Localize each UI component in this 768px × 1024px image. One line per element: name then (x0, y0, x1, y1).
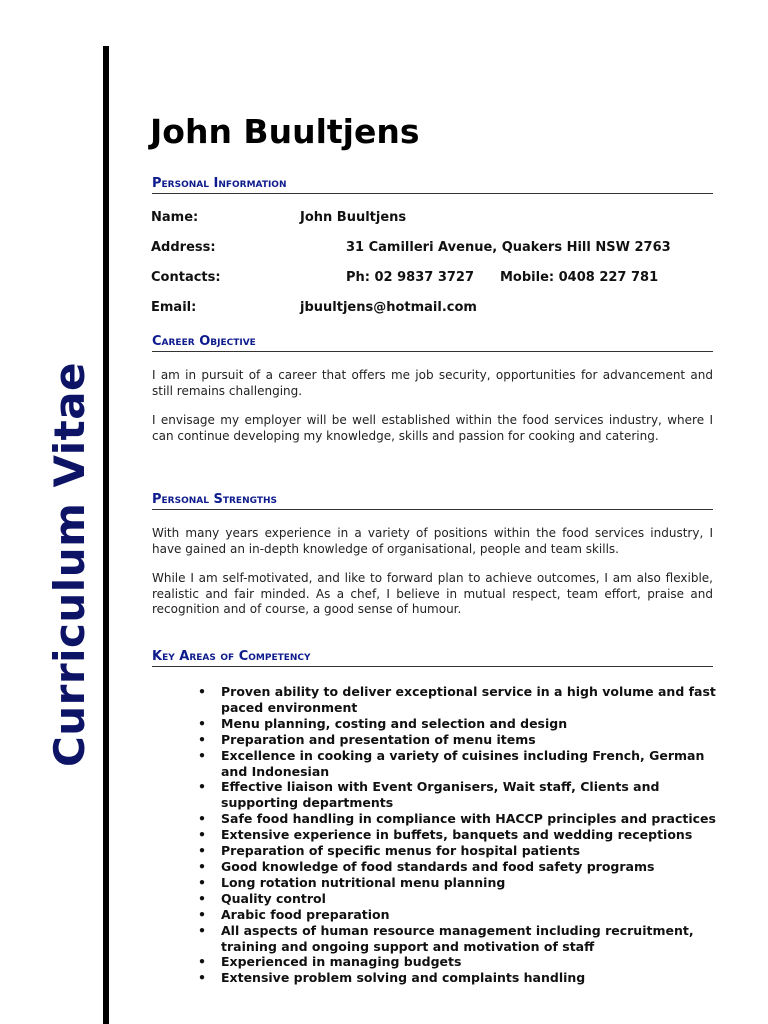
list-item: • Menu planning, costing and selection and design (198, 716, 718, 732)
list-item: • Proven ability to deliver exceptional service in a high volume and fast paced environment (198, 684, 718, 716)
contacts-label: Contacts: (151, 270, 221, 285)
list-item: • All aspects of human resource management including recruitment, training and ongoing support and motivation of staff (198, 923, 718, 955)
email-value: jbuultjens@hotmail.com (300, 300, 477, 315)
section-heading-career: Career Objective (152, 334, 713, 352)
list-item: • Long rotation nutritional menu planning (198, 875, 718, 891)
strengths-paragraph-1: With many years experience in a variety of positions within the food services industry, I have gained an in-depth knowledge of organisational, people and team skills. (152, 526, 713, 556)
competency-list (198, 684, 718, 986)
info-row-address (151, 240, 671, 255)
list-item: • Good knowledge of food standards and food safety programs (198, 859, 718, 875)
list-item: • Preparation of specific menus for hospital patients (198, 843, 718, 859)
name-label: Name: (151, 210, 199, 225)
career-paragraph-1: I am in pursuit of a career that offers me job security, opportunities for advancement and still remains challenging. (152, 368, 713, 398)
vertical-divider (103, 46, 109, 1024)
phone-value: Ph: 02 9837 3727 (346, 270, 475, 285)
list-item: • Arabic food preparation (198, 907, 718, 923)
section-heading-personal: Personal Information (152, 176, 713, 194)
side-title-text: Curriculum Vitae (45, 361, 95, 767)
candidate-name: John Buultjens (150, 112, 420, 151)
mobile-value: Mobile: 0408 227 781 (500, 270, 659, 285)
list-item: • Excellence in cooking a variety of cuisines including French, German and Indonesian (198, 748, 718, 780)
list-item: • Safe food handling in compliance with HACCP principles and practices (198, 811, 718, 827)
side-title (46, 344, 94, 784)
list-item: • Effective liaison with Event Organisers, Wait staff, Clients and supporting departments (198, 779, 718, 811)
strengths-paragraph-2: While I am self-motivated, and like to forward plan to achieve outcomes, I am also flexible, realistic and fair minded. As a chef, I believe in mutual respect, team effort, praise and recognition and of course, a good sense of humour. (152, 571, 713, 616)
list-item: • Quality control (198, 891, 718, 907)
email-label: Email: (151, 300, 197, 315)
section-heading-competency: Key Areas of Competency (152, 649, 713, 667)
info-row-contacts (151, 270, 659, 285)
section-heading-strengths: Personal Strengths (152, 492, 713, 510)
name-value: John Buultjens (300, 210, 407, 225)
list-item: • Experienced in managing budgets (198, 954, 718, 970)
career-paragraph-2: I envisage my employer will be well established within the food services industry, where I can continue developing my knowledge, skills and passion for cooking and catering. (152, 413, 713, 443)
info-row-name (151, 210, 407, 225)
list-item: • Extensive experience in buffets, banquets and wedding receptions (198, 827, 718, 843)
list-item: • Preparation and presentation of menu items (198, 732, 718, 748)
list-item: • Extensive problem solving and complaints handling (198, 970, 718, 986)
address-label: Address: (151, 240, 216, 255)
address-value: 31 Camilleri Avenue, Quakers Hill NSW 2763 (346, 240, 671, 255)
info-row-email (151, 300, 477, 315)
